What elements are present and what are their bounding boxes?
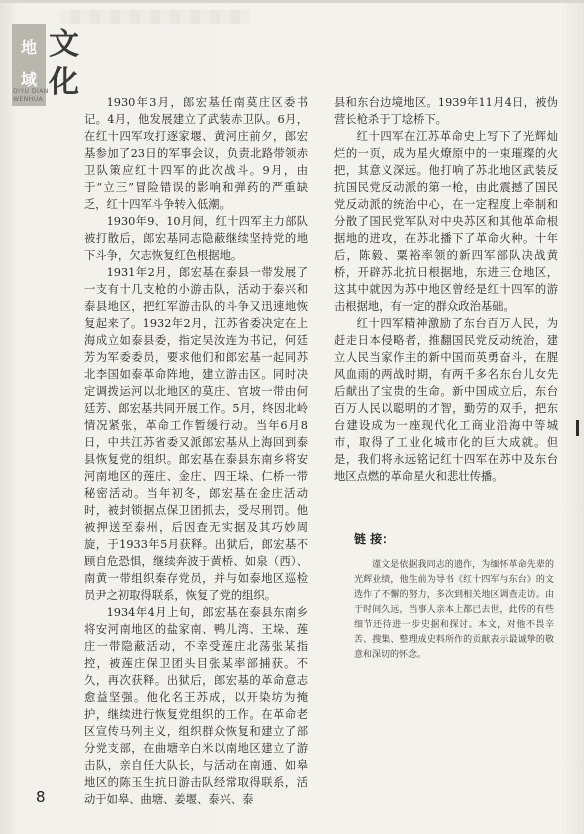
paragraph: 1930年9、10月间，红十四军主力部队被打散后，郎宏基同志隐蔽继续坚持党的地下斗争，欠志恢复红色根据地。 [84,215,308,262]
link-note [354,558,554,663]
page-number: 8 [36,788,46,806]
link-heading: 链 接： [354,532,395,546]
pinyin-line-1: DIYU DIAN [13,88,49,95]
header-decoration [60,10,250,24]
section-title [44,26,84,102]
right-column [334,94,558,485]
section-pinyin [13,88,49,104]
top-rule [0,0,584,3]
paragraph: 1930年3月，郎宏基任南莫庄区委书记。4月，他发展建立了武装赤卫队。6月，在红十四军攻打逐家堰、黄河庄前夕，郎宏基参加了23日的军事会议，负责北路带领赤卫队策应红十四军的此次战斗。9月，由于“立三”冒险错误的影响和弹药的严重缺乏，红十四军斗争转入低潮。 [84,96,308,211]
badge-char-1: 地 [20,38,37,57]
edge-mark [576,420,579,436]
section-title-char-2: 化 [49,65,79,100]
badge-char-2: 域 [20,70,37,89]
paragraph: 1931年2月，郎宏基在泰县一带发展了一支有十几支枪的小游击队，活动于泰兴和泰县地区，把红军游击队的斗争又迅速地恢复起来了。1932年2月，江苏省委决定在上海成立如泰县委，指定吴汝连为书记，何廷芳为军委委员，要求他们和郎宏基一起同苏北李国如泰革命阵地，建立游击区。同时决定调拨运河以北地区的莫庄、官坡一带由何廷芳、郎宏基共同开展工作。5月，终因北岭情况紧张，革命工作暂缓行动。当年6月8日，中共江苏省委又派郎宏基从上海回到泰县恢复党的组织。郎宏基在泰县东南乡将安河南地区的莲庄、金庄、四王垛、仁桥一带秘密活动。当年初冬，郎宏基在金庄活动时，被封锁据点保卫团抓去，受尽刑罚。他被押送至泰州，后因查无实据及其巧妙周旋，于1933年5月获释。出狱后，郎宏基不顾自危恐惧，继续奔波于黄桥、如泉（西）、南黄一带组织秦存党员，并与如泰地区巡检员尹之初取得联系，恢复了党的组织。 [84,266,308,602]
paragraph: 1934年4月上旬，郎宏基在泰县东南乡将安河南地区的盐家南、鸭儿湾、王垛、莲庄一带隐蔽活动，不幸受莲庄北荡张某指控，被莲庄保卫团头目张某率部捕获。不久，再次获释。出狱后，郎宏基的革命意志愈益坚强。他化名王苏成，以开染坊为掩护，继续进行恢复党组织的工作。在革命老区宣传马列主义，组织群众恢复和建立了部分党支部，在曲塘辛白米以南地区建立了游击队，亲自任大队长，与活动在南通、如皋地区的陈玉生抗日游击队经常取得联系，活动于如皋、曲塘、姜堰、泰兴、泰 [84,606,308,806]
left-column [84,94,308,808]
paragraph: 红十四军在江苏革命史上写下了光辉灿烂的一页，成为星火燎原中的一束璀璨的火把，其意义深远。他打响了苏北地区武装反抗国民党反动派的第一枪，由此震撼了国民党反动派的统治中心，在一定程度上牵制和分散了国民党军队对中央苏区和其他革命根据地的进攻，在苏北播下了革命火种。十年后，陈毅、粟裕率领的新四军部队决战黄桥，开辟苏北抗日根据地，东进三仓地区，这其中就因为苏中地区曾经是红十四军的游击根据地，有一定的群众政治基础。 [334,130,558,313]
paragraph: 红十四军精神激励了东台百万人民，为赶走日本侵略者，推翻国民党反动统治，建立人民当家作主的新中国而英勇奋斗，在腥风血雨的两战时期，有两千多名东台儿女先后献出了宝贵的生命。新中国成立后，东台百万人民以聪明的才智，勤劳的双手，把东台建设成为一座现代化工商业沿海中等城市，取得了工业化城市化的巨大成就。但是，我们将永远铭记红十四军在苏中及东台地区点燃的革命星火和悲壮传播。 [334,317,558,483]
section-title-char-1: 文 [49,27,79,62]
paragraph: 县和东台边境地区。1939年11月4日，被伪营长枪杀于丁埝桥下。 [334,96,558,126]
link-note-text: 谨文是依据我同志的遗作，为缅怀革命先辈的光辉业绩，他生前为导书《红十四军与东台》的文选作了不懈的努力，多次到相关地区调查走访。由于时间久远，当事人亲本上都已去世，此传的有些细节还待进一步史据和探讨。本文，对他不畏辛苦、搜集、整理成史料所作的贡献表示最诚挚的敬意和深切的怀念。 [354,560,554,660]
pinyin-line-2: WENHUA [13,96,44,103]
